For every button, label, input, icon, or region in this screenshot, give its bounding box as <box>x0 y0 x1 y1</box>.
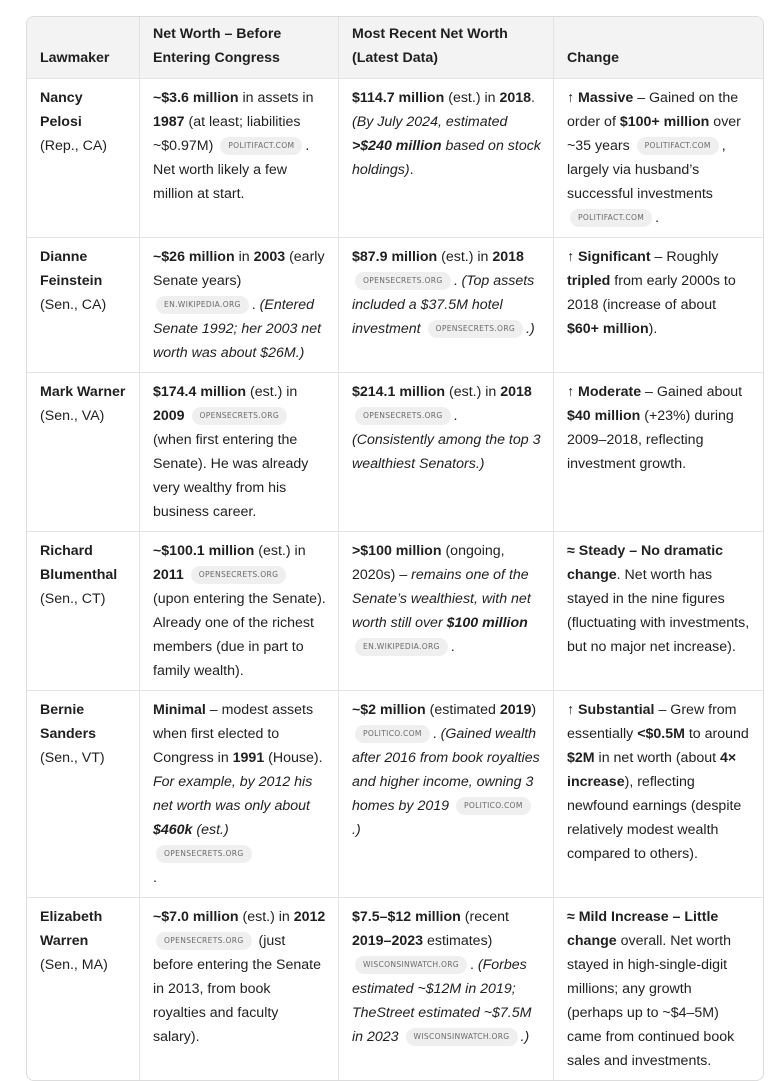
cell-text: (est.) in <box>437 249 493 265</box>
source-chip-politico[interactable]: POLITICO.COM <box>355 725 430 743</box>
cell-text: ~$3.6 million <box>153 90 239 106</box>
change-label: ↑ Moderate <box>567 384 642 400</box>
cell-text: $100 million <box>446 615 528 631</box>
lawmaker-name: Dianne Feinstein <box>40 249 103 289</box>
cell-text: 2003 <box>253 249 286 265</box>
cell-text: $87.9 million <box>352 249 438 265</box>
lawmaker-name: Nancy Pelosi <box>40 90 83 130</box>
lawmaker-cell <box>27 79 140 238</box>
cell-text: ~$26 million <box>153 249 235 265</box>
lawmaker-name: Mark Warner <box>40 384 126 400</box>
cell-text: – Grew from essentially <box>567 702 737 742</box>
cell-text: overall. Net worth stayed in high-single-digit millions; any growth (perhaps up to ~$4–5M) came from continued book sales and investments. <box>567 933 735 1069</box>
change-label: ≈ Mild Increase – Little change <box>567 909 719 949</box>
cell-text: .) <box>520 1029 530 1045</box>
recent-cell <box>339 79 554 238</box>
lawmaker-office: (Rep., CA) <box>40 138 108 154</box>
cell-text: 2018 <box>492 249 524 265</box>
cell-text: . <box>450 639 455 655</box>
cell-text: (ongoing, 2020s) – <box>352 543 505 583</box>
header-lawmaker: Lawmaker <box>27 17 140 79</box>
cell-text: tripled <box>567 273 611 289</box>
cell-text: 2012 <box>293 909 326 925</box>
change-label: ↑ Substantial <box>567 702 655 718</box>
cell-text: $460k <box>153 822 193 838</box>
cell-text: (est.) in <box>254 543 306 559</box>
change-label: ↑ Massive <box>567 90 634 106</box>
source-chip-politifact[interactable]: POLITIFACT.COM <box>570 209 652 227</box>
cell-text: based on stock holdings) <box>352 138 541 178</box>
change-cell <box>554 373 763 532</box>
change-label: ≈ Steady – No dramatic change <box>567 543 724 583</box>
header-change: Change <box>554 17 763 79</box>
recent-cell <box>339 532 554 691</box>
source-chip-opensecrets[interactable]: OPENSECRETS.ORG <box>355 407 451 425</box>
cell-text: >$100 million <box>352 543 442 559</box>
table-row <box>27 373 763 532</box>
cell-text: 2009 <box>153 408 185 424</box>
lawmaker-cell <box>27 532 140 691</box>
cell-text: in net worth (about <box>594 750 721 766</box>
before-cell <box>140 238 339 373</box>
source-chip-wikipedia[interactable]: EN.WIKIPEDIA.ORG <box>355 638 448 656</box>
cell-text: from early 2000s to 2018 (increase of about <box>567 273 736 313</box>
cell-text <box>184 567 188 583</box>
lawmaker-office: (Sen., CT) <box>40 591 106 607</box>
cell-text: – modest assets when first elected to Congress in <box>153 702 314 766</box>
change-cell <box>554 79 763 238</box>
cell-text: (By July 2024, estimated <box>352 114 508 130</box>
cell-text: ~$2 million <box>352 702 426 718</box>
cell-text: $100+ million <box>619 114 710 130</box>
lawmaker-cell <box>27 691 140 898</box>
cell-text: .) <box>352 822 361 838</box>
cell-text: For example, by 2012 his net worth was only about <box>153 774 313 814</box>
recent-cell <box>339 373 554 532</box>
lawmaker-office: (Sen., VA) <box>40 408 105 424</box>
cell-text: 1987 <box>153 114 185 130</box>
cell-text: (+23%) during 2009–2018, reflecting investment growth. <box>567 408 734 472</box>
source-chip-opensecrets[interactable]: OPENSECRETS.ORG <box>156 845 252 863</box>
cell-text: (upon entering the Senate). Already one of the richest members (due in part to family wealth). <box>153 591 326 679</box>
cell-text: $7.5–$12 million <box>352 909 461 925</box>
source-chip-opensecrets[interactable]: OPENSECRETS.ORG <box>355 272 451 290</box>
cell-text: (est.) in <box>445 384 501 400</box>
cell-text: . <box>251 297 260 313</box>
change-cell <box>554 691 763 898</box>
cell-text: $214.1 million <box>352 384 446 400</box>
lawmaker-cell <box>27 898 140 1080</box>
recent-cell <box>339 238 554 373</box>
cell-text: ~$100.1 million <box>153 543 255 559</box>
table-row <box>27 238 763 373</box>
cell-text: (early Senate years) <box>153 249 325 289</box>
table-row <box>27 79 763 238</box>
cell-text: 1991 <box>232 750 265 766</box>
cell-text: in assets in <box>238 90 314 106</box>
cell-text: to around <box>684 726 749 742</box>
cell-text: . <box>531 90 535 106</box>
cell-text: $114.7 million <box>352 90 445 106</box>
header-recent: Most Recent Net Worth (Latest Data) <box>339 17 554 79</box>
cell-text: ), reflecting newfound earnings (despite relatively modest wealth compared to others). <box>567 774 742 862</box>
cell-text <box>185 408 189 424</box>
cell-text: . <box>453 408 458 424</box>
cell-text: (est.) in <box>238 909 294 925</box>
lawmaker-name: Elizabeth Warren <box>40 909 103 949</box>
change-cell <box>554 532 763 691</box>
cell-text: , largely via husband’s successful investments <box>567 138 726 202</box>
cell-text: (est.) in <box>246 384 298 400</box>
cell-text: $174.4 million <box>153 384 247 400</box>
source-chip-opensecrets[interactable]: OPENSECRETS.ORG <box>428 320 524 338</box>
cell-text: <$0.5M <box>637 726 685 742</box>
cell-text: $40 million <box>567 408 641 424</box>
table-row <box>27 898 763 1080</box>
source-chip-politifact[interactable]: POLITIFACT.COM <box>220 137 302 155</box>
net-worth-table-container <box>26 16 762 1081</box>
cell-text: (estimated <box>425 702 500 718</box>
cell-text: remains one of the Senate’s wealthiest, with net worth still over <box>352 567 531 631</box>
change-cell <box>554 238 763 373</box>
source-chip-wikipedia[interactable]: EN.WIKIPEDIA.ORG <box>156 296 249 314</box>
before-cell <box>140 691 339 898</box>
cell-text: (Forbes estimated ~$12M in 2019; TheStreet estimated ~$7.5M in 2023 <box>352 957 532 1045</box>
before-cell <box>140 373 339 532</box>
change-cell <box>554 898 763 1080</box>
cell-text: 2018 <box>500 384 532 400</box>
cell-text: . <box>655 210 660 226</box>
cell-text: . <box>432 726 441 742</box>
source-chip-politico[interactable]: POLITICO.COM <box>456 797 531 815</box>
source-chip-wisconsinwatch[interactable]: WISCONSINWATCH.ORG <box>406 1028 518 1046</box>
cell-text: >$240 million <box>352 138 442 154</box>
lawmaker-cell <box>27 373 140 532</box>
table-row <box>27 532 763 691</box>
cell-text: (recent <box>460 909 509 925</box>
header-row <box>27 17 763 79</box>
cell-text: .) <box>526 321 535 337</box>
cell-text: – Roughly <box>650 249 719 265</box>
cell-text: estimates) <box>423 933 493 949</box>
cell-text: . <box>453 273 462 289</box>
cell-text: . <box>409 162 414 178</box>
source-chip-wisconsinwatch[interactable]: WISCONSINWATCH.ORG <box>355 956 467 974</box>
table-row <box>27 691 763 898</box>
cell-text: (House). <box>264 750 323 766</box>
cell-text: Minimal <box>153 702 206 718</box>
before-cell <box>140 532 339 691</box>
recent-cell <box>339 691 554 898</box>
cell-text: (Top assets included a $37.5M hotel investment <box>352 273 535 337</box>
lawmaker-name: Bernie Sanders <box>40 702 96 742</box>
source-chip-opensecrets[interactable]: OPENSECRETS.ORG <box>156 932 252 950</box>
before-cell <box>140 79 339 238</box>
lawmaker-cell <box>27 238 140 373</box>
table-header <box>27 17 763 79</box>
cell-text: (Gained wealth after 2016 from book royalties and higher income, owning 3 homes by 2019 <box>352 726 540 814</box>
lawmaker-office: (Sen., CA) <box>40 297 107 313</box>
lawmaker-name: Richard Blumenthal <box>40 543 118 583</box>
cell-text: in <box>234 249 254 265</box>
before-cell <box>140 898 339 1080</box>
cell-text: . Net worth has stayed in the nine figures (fluctuating with investments, but no major net increase). <box>567 567 750 655</box>
recent-cell <box>339 898 554 1080</box>
cell-text: (Consistently among the top 3 wealthiest Senators.) <box>352 432 541 472</box>
cell-text: $2M <box>567 750 595 766</box>
cell-text: (just before entering the Senate in 2013, from book royalties and faculty salary). <box>153 933 322 1045</box>
cell-text: . <box>153 870 157 886</box>
cell-text: – Gained about <box>641 384 743 400</box>
cell-text: (when first entering the Senate). He was already very wealthy from his business career. <box>153 432 309 520</box>
source-chip-politifact[interactable]: POLITIFACT.COM <box>637 137 719 155</box>
cell-text: (est.) <box>192 822 229 838</box>
cell-text: ). <box>648 321 658 337</box>
cell-text: ) <box>531 702 537 718</box>
cell-text: ~$7.0 million <box>153 909 239 925</box>
source-chip-opensecrets[interactable]: OPENSECRETS.ORG <box>191 566 287 584</box>
net-worth-table <box>26 16 764 1081</box>
cell-text: 2019 <box>499 702 532 718</box>
cell-text: (Entered Senate 1992; her 2003 net worth was about $26M.) <box>153 297 322 361</box>
change-label: ↑ Significant <box>567 249 651 265</box>
cell-text: 4× increase <box>567 750 737 790</box>
cell-text: 2018 <box>499 90 532 106</box>
cell-text: $60+ million <box>567 321 649 337</box>
source-chip-opensecrets[interactable]: OPENSECRETS.ORG <box>192 407 288 425</box>
cell-text: (est.) in <box>444 90 500 106</box>
cell-text: . Net worth likely a few million at start. <box>153 138 310 202</box>
cell-text: . <box>470 957 478 973</box>
cell-text: – Gained on the order of <box>567 90 739 130</box>
header-before: Net Worth – Before Entering Congress <box>140 17 339 79</box>
lawmaker-office: (Sen., VT) <box>40 750 105 766</box>
cell-text: over ~35 years <box>567 114 741 154</box>
cell-text: 2011 <box>153 567 184 583</box>
cell-text: (at least; liabilities ~$0.97M) <box>153 114 301 154</box>
lawmaker-office: (Sen., MA) <box>40 957 108 973</box>
cell-text: 2019–2023 <box>352 933 424 949</box>
